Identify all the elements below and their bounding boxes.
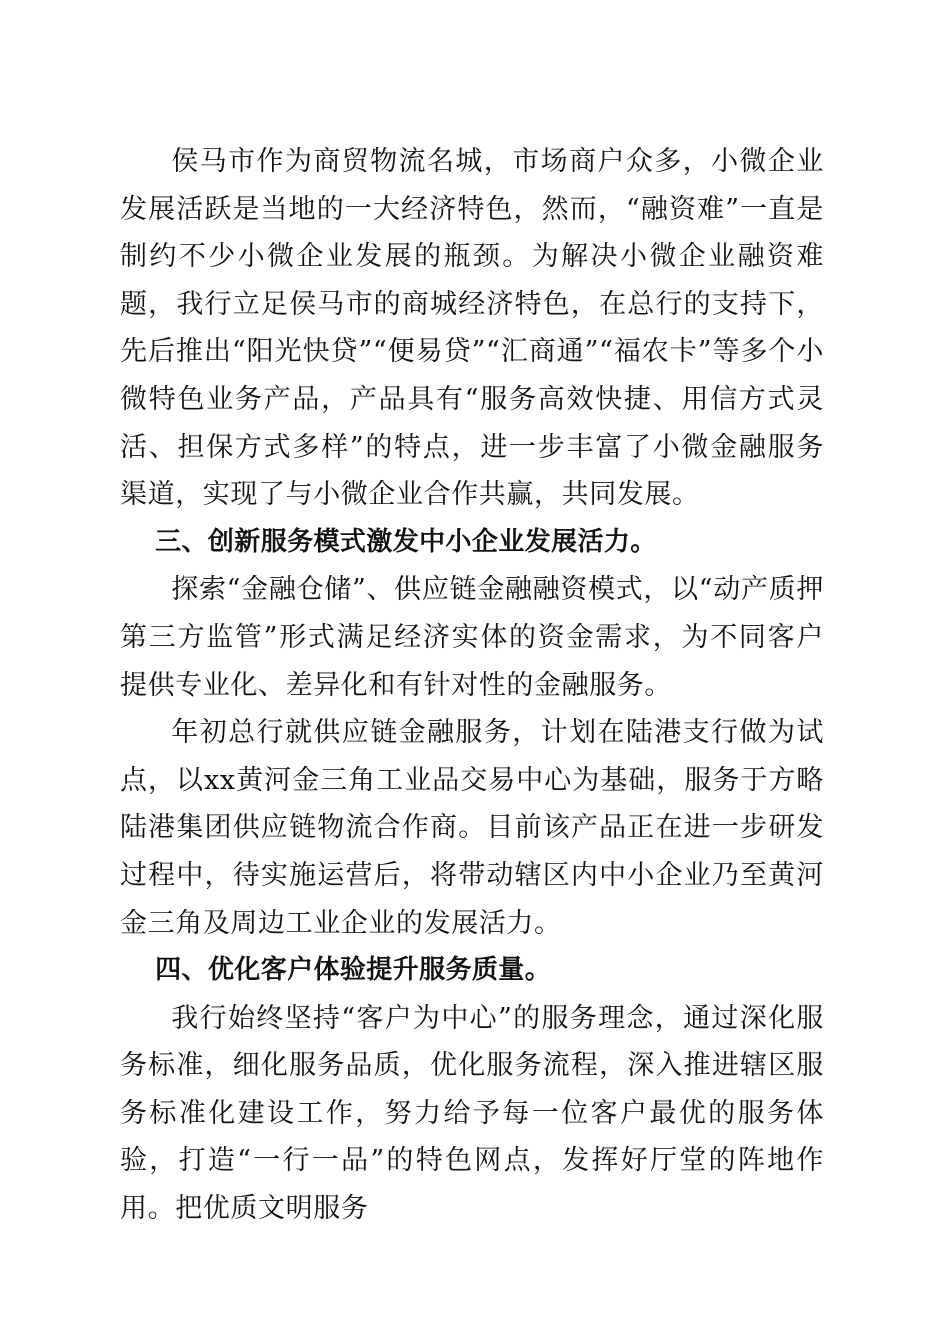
paragraph-financial-warehousing: 探索“金融仓储”、供应链金融融资模式，以“动产质押第三方监管”形式满足经济实体的资金需求，为不同客户提供专业化、差异化和有针对性的金融服务。 xyxy=(120,574,824,701)
paragraph-small-business-financing: 侯马市作为商贸物流名城，市场商户众多，小微企业发展活跃是当地的一大经济特色，然而，“融资难”一直是制约不少小微企业发展的瓶颈。为解决小微企业融资难题，我行立足侯马市的商城经济特色，在总行的支持下，先后推出“阳光快贷”“便易贷”“汇商通”“福农卡”等多个小微特色业务产品，产品具有“服务高效快捷、用信方式灵活、担保方式多样”的特点，进一步丰富了小微金融服务渠道，实现了与小微企业合作共赢，共同发展。 xyxy=(120,146,824,511)
paragraph-supply-chain-pilot: 年初总行就供应链金融服务，计划在陆港支行做为试点，以xx黄河金三角工业品交易中心为基础，服务于方略陆港集团供应链物流合作商。目前该产品正在进一步研发过程中，待实施运营后，将带动辖区内中小企业乃至黄河金三角及周边工业企业的发展活力。 xyxy=(120,717,824,939)
section-heading-4: 四、优化客户体验提升服务质量。 xyxy=(155,955,552,986)
section-heading-3: 三、创新服务模式激发中小企业发展活力。 xyxy=(155,526,657,557)
document-body xyxy=(120,138,824,1233)
paragraph-customer-experience: 我行始终坚持“客户为中心”的服务理念，通过深化服务标准，细化服务品质，优化服务流程，深入推进辖区服务标准化建设工作，努力给予每一位客户最优的服务体验，打造“一行一品”的特色网点，发挥好厅堂的阵地作用。把优质文明服务 xyxy=(120,1002,824,1225)
